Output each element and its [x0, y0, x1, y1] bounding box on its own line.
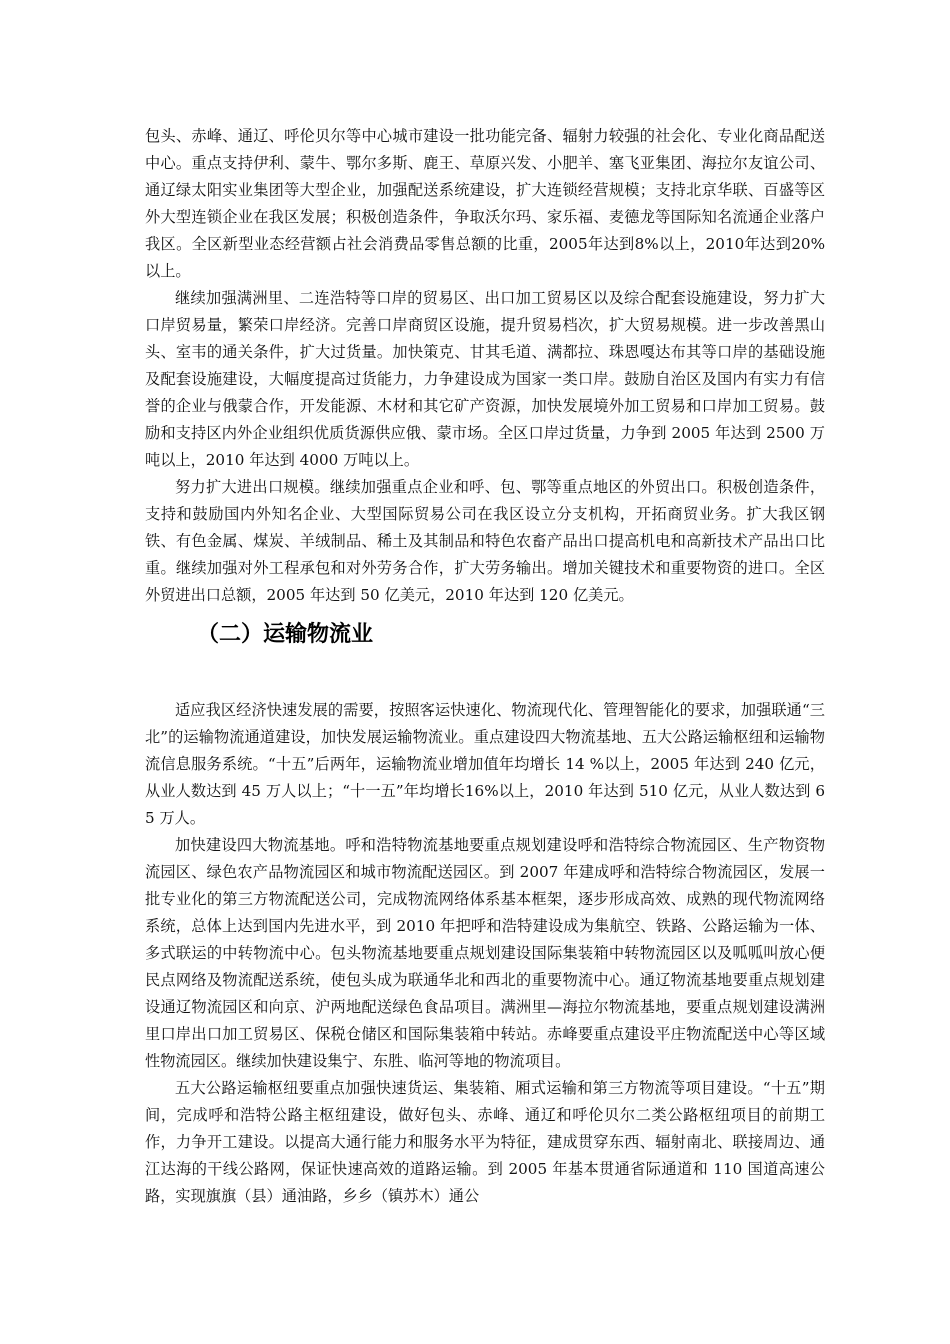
paragraph-logistics-bases: 加快建设四大物流基地。呼和浩特物流基地要重点规划建设呼和浩特综合物流园区、生产物资物流园区、绿色农产品物流园区和城市物流配送园区。到 2007 年建成呼和浩特综合物流园区，发展一批专业化的第三方物流配送公司，完成物流网络体系基本框架，逐步形成高效、成熟的现代物流网络系统，总体上达到国内先进水平，到 2010 年把呼和浩特建设成为集航空、铁路、公路运输为一体、多式联运的中转物流中心。包头物流基地要重点规划建设国际集装箱中转物流园区以及呱呱叫放心便民点网络及物流配送系统，使包头成为联通华北和西北的重要物流中心。通辽物流基地要重点规划建设通辽物流园区和向京、沪两地配送绿色食品项目。满洲里—海拉尔物流基地，要重点规划建设满洲里口岸出口加工贸易区、保税仓储区和国际集装箱中转站。赤峰要重点建设平庄物流配送中心等区域性物流园区。继续加快建设集宁、东胜、临河等地的物流项目。	[145, 836, 825, 1070]
paragraph-highway-hubs: 五大公路运输枢纽要重点加强快速货运、集装箱、厢式运输和第三方物流等项目建设。“十五”期间，完成呼和浩特公路主枢纽建设，做好包头、赤峰、通辽和呼伦贝尔二类公路枢纽项目的前期工作，力争开工建设。以提高大通行能力和服务水平为特征，建成贯穿东西、辐射南北、联接周边、通江达海的干线公路网，保证快速高效的道路运输。到 2005 年基本贯通省际通道和 110 国道高速公路，实现旗旗（县）通油路，乡乡（镇苏木）通公	[145, 1079, 825, 1205]
document-page	[145, 123, 825, 1210]
section-heading: （二）运输物流业	[197, 622, 374, 647]
paragraph-commerce-distribution: 包头、赤峰、通辽、呼伦贝尔等中心城市建设一批功能完备、辐射力较强的社会化、专业化商品配送中心。重点支持伊利、蒙牛、鄂尔多斯、鹿王、草原兴发、小肥羊、塞飞亚集团、海拉尔友谊公司、通辽绿太阳实业集团等大型企业，加强配送系统建设，扩大连锁经营规模；支持北京华联、百盛等区外大型连锁企业在我区发展；积极创造条件，争取沃尔玛、家乐福、麦德龙等国际知名流通企业落户我区。全区新型业态经营额占社会消费品零售总额的比重，2005年达到8%以上，2010年达到20%以上。	[145, 127, 825, 280]
paragraph-import-export: 努力扩大进出口规模。继续加强重点企业和呼、包、鄂等重点地区的外贸出口。积极创造条件，支持和鼓励国内外知名企业、大型国际贸易公司在我区设立分支机构，开拓商贸业务。扩大我区钢铁、有色金属、煤炭、羊绒制品、稀土及其制品和特色农畜产品出口提高机电和高新技术产品出口比重。继续加强对外工程承包和对外劳务合作，扩大劳务输出。增加关键技术和重要物资的进口。全区外贸进出口总额，2005 年达到 50 亿美元，2010 年达到 120 亿美元。	[145, 478, 825, 604]
paragraph-port-trade: 继续加强满洲里、二连浩特等口岸的贸易区、出口加工贸易区以及综合配套设施建设，努力扩大口岸贸易量，繁荣口岸经济。完善口岸商贸区设施，提升贸易档次，扩大贸易规模。进一步改善黑山头、室韦的通关条件，扩大过货量。加快策克、甘其毛道、满都拉、珠恩嘎达布其等口岸的基础设施及配套设施建设，大幅度提高过货能力，力争建设成为国家一类口岸。鼓励自治区及国内有实力有信誉的企业与俄蒙合作，开发能源、木材和其它矿产资源，加快发展境外加工贸易和口岸加工贸易。鼓励和支持区内外企业组织优质货源供应俄、蒙市场。全区口岸过货量，力争到 2005 年达到 2500 万吨以上，2010 年达到 4000 万吨以上。	[145, 289, 825, 469]
paragraph-transport-logistics-intro: 适应我区经济快速发展的需要，按照客运快速化、物流现代化、管理智能化的要求，加强联通“三北”的运输物流通道建设，加快发展运输物流业。重点建设四大物流基地、五大公路运输枢纽和运输物流信息服务系统。“十五”后两年，运输物流业增加值年均增长 14 %以上，2005 年达到 240 亿元，从业人数达到 45 万人以上；“十一五”年均增长16%以上，2010 年达到 510 亿元，从业人数达到 65 万人。	[145, 701, 825, 827]
